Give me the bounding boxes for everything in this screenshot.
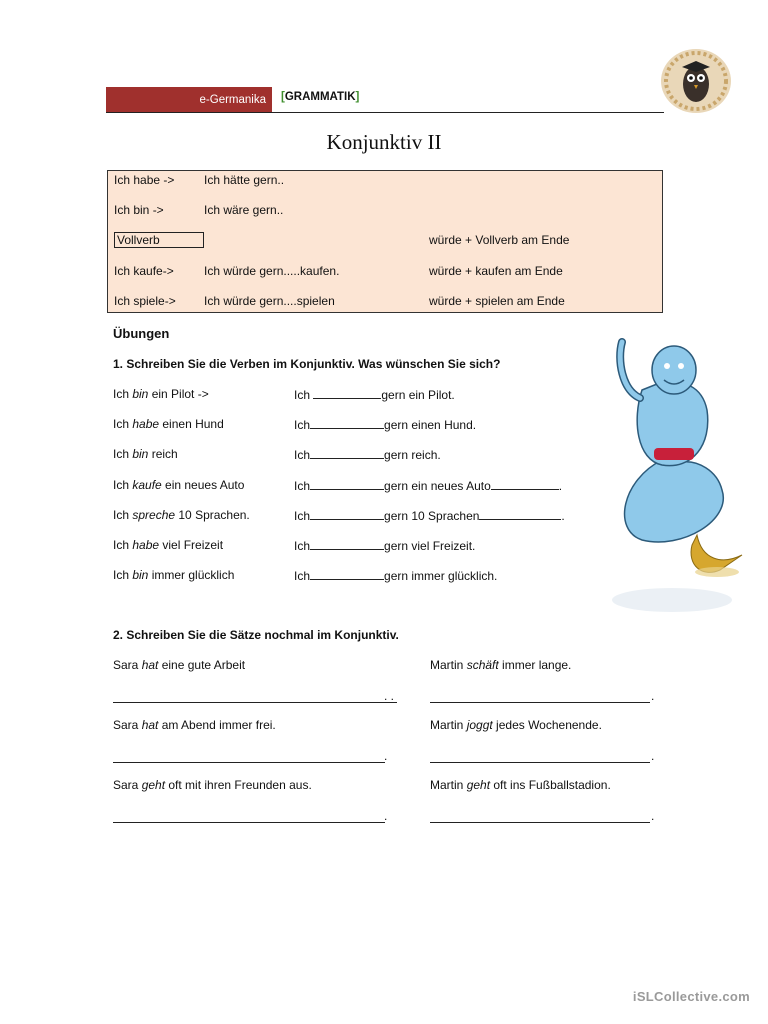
ex2-left-answer-line-2[interactable] <box>113 762 385 763</box>
ex2-left-end-3: . <box>384 809 388 823</box>
ex1-blank-1[interactable] <box>313 387 381 399</box>
genie-illustration-icon <box>602 330 748 620</box>
rule-row-2-b: Ich wäre gern.. <box>204 203 284 217</box>
ex1-prompt-7: Ich bin immer glücklich <box>113 568 235 582</box>
ex1-blank-5[interactable] <box>310 508 384 520</box>
ex2-right-prompt-2: Martin joggt jedes Wochenende. <box>430 718 602 732</box>
rule-row-3-c: würde + Vollverb am Ende <box>429 233 570 247</box>
brand-banner <box>106 87 272 112</box>
ex1-prompt-1: Ich bin ein Pilot -> <box>113 387 209 401</box>
ex2-left-answer-line-3[interactable] <box>113 822 385 823</box>
ex1-blank-5b[interactable] <box>479 508 561 520</box>
ex1-blank-4b[interactable] <box>491 478 559 490</box>
ex2-left-end-2: . <box>384 749 388 763</box>
ex1-prompt-5: Ich spreche 10 Sprachen. <box>113 508 250 522</box>
ex1-prompt-3: Ich bin reich <box>113 447 178 461</box>
footer-watermark: iSLCollective.com <box>632 989 750 1004</box>
ex2-left-prompt-3: Sara geht oft mit ihren Freunden aus. <box>113 778 312 792</box>
ex2-left-prompt-2: Sara hat am Abend immer frei. <box>113 718 276 732</box>
ex1-answer-7: Ich gern immer glücklich. <box>294 569 498 583</box>
brand-name: e-Germanika <box>199 93 266 106</box>
ex1-answer-6: Ich gern viel Freizeit. <box>294 539 476 553</box>
rule-row-4-b: Ich würde gern.....kaufen. <box>204 264 340 278</box>
page-title: Konjunktiv II <box>326 130 442 154</box>
ex1-blank-2[interactable] <box>310 417 384 429</box>
ex1-answer-2: Ich gern einen Hund. <box>294 418 477 432</box>
ex2-right-end-3: . <box>651 809 655 823</box>
owl-logo-icon <box>660 48 732 114</box>
ex2-right-end-1: . <box>651 689 655 703</box>
ex2-right-answer-line-3[interactable] <box>430 822 650 823</box>
ex2-right-answer-line-1[interactable] <box>430 702 650 703</box>
rule-row-1-b: Ich hätte gern.. <box>204 173 285 187</box>
ex1-prompt-6: Ich habe viel Freizeit <box>113 538 224 552</box>
header-divider <box>106 112 664 113</box>
rule-row-5-c: würde + spielen am Ende <box>429 294 565 308</box>
ex1-answer-1: Ich gern ein Pilot. <box>294 388 455 402</box>
ex2-left-end-1: . . <box>384 689 395 703</box>
exercises-heading: Übungen <box>113 326 170 341</box>
ex2-right-prompt-1: Martin schäft immer lange. <box>430 658 572 672</box>
ex2-right-end-2: . <box>651 749 655 763</box>
ex1-prompt-4: Ich kaufe ein neues Auto <box>113 478 245 492</box>
ex1-blank-4[interactable] <box>310 478 384 490</box>
ex2-left-prompt-1: Sara hat eine gute Arbeit <box>113 658 246 672</box>
rule-row-2-a: Ich bin -> <box>114 203 164 217</box>
ex2-right-prompt-3: Martin geht oft ins Fußballstadion. <box>430 778 611 792</box>
rule-row-1-a: Ich habe -> <box>114 173 175 187</box>
ex1-blank-7[interactable] <box>310 568 384 580</box>
rule-row-4-c: würde + kaufen am Ende <box>429 264 563 278</box>
rule-row-5-b: Ich würde gern....spielen <box>204 294 335 308</box>
ex2-right-answer-line-2[interactable] <box>430 762 650 763</box>
rule-row-3-a: Vollverb <box>114 232 204 248</box>
ex1-blank-3[interactable] <box>310 447 384 459</box>
ex1-answer-5: Ich gern 10 Sprachen . <box>294 509 565 523</box>
section-label: [GRAMMATIK] <box>281 91 360 103</box>
ex1-blank-6[interactable] <box>310 538 384 550</box>
exercise-2-heading: 2. Schreiben Sie die Sätze nochmal im Konjunktiv. <box>113 628 399 642</box>
exercise-1-heading: 1. Schreiben Sie die Verben im Konjunktiv. Was wünschen Sie sich? <box>113 357 501 371</box>
ex1-answer-4: Ich gern ein neues Auto . <box>294 479 563 493</box>
grammar-rule-box <box>107 170 663 313</box>
rule-row-5-a: Ich spiele-> <box>114 294 176 308</box>
ex1-prompt-2: Ich habe einen Hund <box>113 417 224 431</box>
ex1-answer-3: Ich gern reich. <box>294 448 441 462</box>
rule-row-4-a: Ich kaufe-> <box>114 264 174 278</box>
ex2-left-answer-line-1[interactable] <box>113 702 397 703</box>
